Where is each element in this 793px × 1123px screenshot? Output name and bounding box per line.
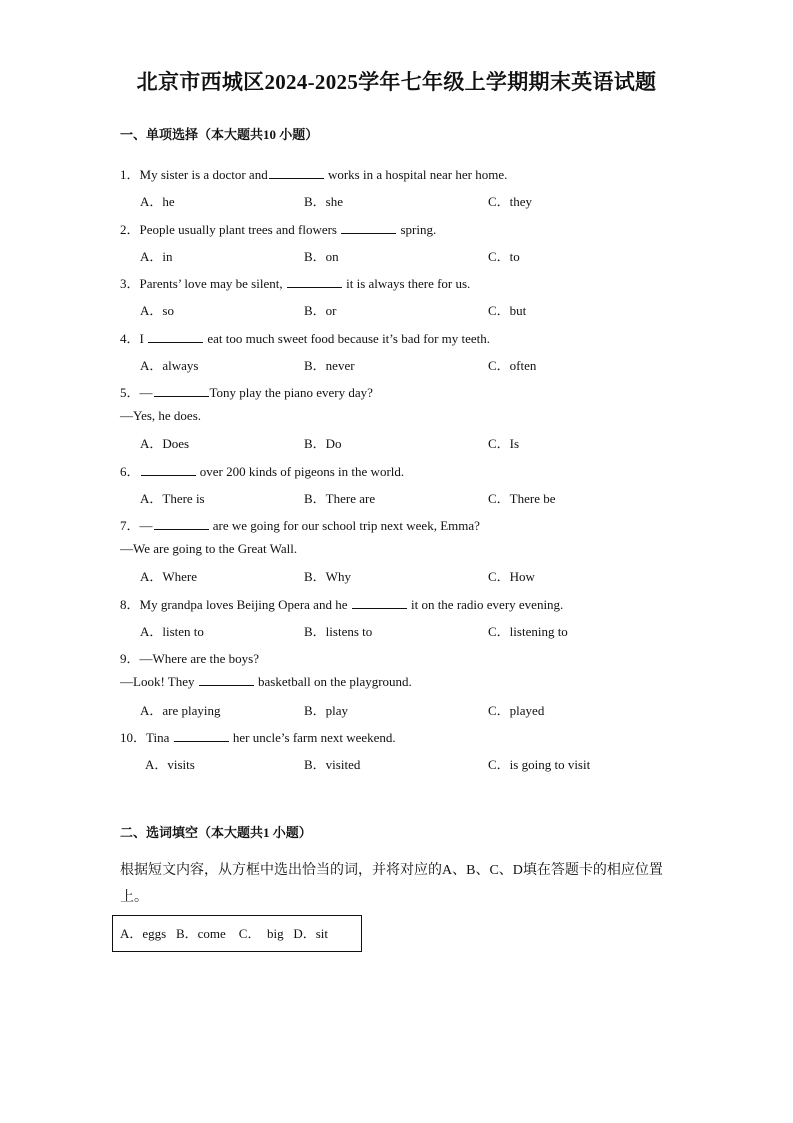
question-text-before: —Where are the boys? [139, 651, 259, 666]
option-a: A．so [140, 303, 174, 318]
question-text-before: Tina [146, 730, 173, 745]
question-text-after: over 200 kinds of pigeons in the world. [196, 464, 405, 479]
question-number: 3． [120, 276, 140, 291]
answer-blank [341, 222, 396, 234]
option-a: A．visits [145, 757, 195, 772]
question-number: 4． [120, 331, 140, 346]
question-2 [120, 219, 436, 238]
question-text-after: eat too much sweet food because it’s bad for my teeth. [204, 331, 491, 346]
question-text-before: Parents’ love may be silent, [139, 276, 286, 291]
question-10 [120, 727, 396, 746]
question-text-after: her uncle’s farm next weekend. [229, 730, 396, 745]
question-9 [120, 648, 259, 667]
answer-blank [154, 518, 209, 530]
question-number: 1． [120, 167, 140, 182]
question-text-after: basketball on the playground. [254, 674, 412, 689]
answer-blank [154, 385, 209, 397]
question-text-after: are we going for our school trip next week, Emma? [209, 518, 480, 533]
option-c: C．they [488, 194, 533, 209]
option-c: C．often [488, 358, 537, 373]
answer-blank [352, 597, 407, 609]
option-a: A．listen to [140, 624, 204, 639]
option-c: C．How [488, 569, 535, 584]
answer-blank [269, 167, 324, 179]
word-box: A．eggs B．come C． big D．sit [112, 915, 362, 952]
question-text-after: spring. [397, 222, 437, 237]
option-c: C．Is [488, 436, 520, 451]
option-a: A．Does [140, 436, 190, 451]
option-a: A．always [140, 358, 199, 373]
section-2-heading: 二、选词填空（本大题共1 小题） [120, 825, 312, 840]
option-c: C．listening to [488, 624, 568, 639]
question-text-before: I [139, 331, 148, 346]
question-text-before: My grandpa loves Beijing Opera and he [139, 597, 351, 612]
question-5 [120, 382, 373, 401]
option-b: B．listens to [304, 624, 373, 639]
question-text-after: it on the radio every evening. [407, 597, 564, 612]
question-text-before: My sister is a doctor and [139, 167, 268, 182]
question-text-after: works in a hospital near her home. [324, 167, 508, 182]
option-b: B．never [304, 358, 355, 373]
question-4 [120, 328, 490, 347]
option-b: B．There are [304, 491, 376, 506]
option-a: A．Where [140, 569, 198, 584]
option-b: B．play [304, 703, 349, 718]
question-text-before: — [139, 385, 153, 400]
option-b: B．she [304, 194, 344, 209]
question-9-line2 [120, 674, 412, 690]
option-b: B．visited [304, 757, 361, 772]
answer-blank [141, 464, 196, 476]
answer-blank [174, 730, 229, 742]
question-number: 6． [120, 464, 140, 479]
section-2-instruction: 根据短文内容，从方框中选出恰当的词，并将对应的A、B、C、D填在答题卡的相应位置上。 [120, 863, 663, 905]
option-a: A．he [140, 194, 175, 209]
option-a: A．There is [140, 491, 205, 506]
option-b: B．on [304, 249, 339, 264]
question-1 [120, 164, 507, 183]
question-number: 5． [120, 385, 140, 400]
option-b: B．Do [304, 436, 342, 451]
option-c: C．but [488, 303, 527, 318]
question-text-after: it is always there for us. [342, 276, 471, 291]
option-b: B．or [304, 303, 337, 318]
question-7 [120, 515, 480, 534]
option-c: C．to [488, 249, 520, 264]
question-6 [120, 461, 404, 480]
option-c: C．played [488, 703, 545, 718]
option-a: A．are playing [140, 703, 221, 718]
question-7-reply: —We are going to the Great Wall. [120, 541, 298, 556]
question-text-before: —Look! They [120, 674, 198, 689]
question-number: 7． [120, 518, 140, 533]
option-b: B．Why [304, 569, 351, 584]
question-text-before: — [139, 518, 153, 533]
question-number: 9． [120, 651, 140, 666]
question-text-before: People usually plant trees and flowers [139, 222, 341, 237]
option-c: C．There be [488, 491, 556, 506]
option-a: A．in [140, 249, 173, 264]
option-c: C．is going to visit [488, 757, 591, 772]
answer-blank [148, 331, 203, 343]
answer-blank [287, 276, 342, 288]
question-5-reply: —Yes, he does. [120, 408, 202, 423]
question-number: 8． [120, 597, 140, 612]
question-number: 2． [120, 222, 140, 237]
answer-blank [199, 674, 254, 686]
question-text-after: Tony play the piano every day? [209, 385, 373, 400]
question-3 [120, 273, 470, 292]
section-1-heading: 一、单项选择（本大题共10 小题） [120, 127, 319, 142]
question-number: 10． [120, 730, 147, 745]
page-title: 北京市西城区2024-2025学年七年级上学期期末英语试题 [136, 70, 657, 94]
question-8 [120, 594, 563, 613]
